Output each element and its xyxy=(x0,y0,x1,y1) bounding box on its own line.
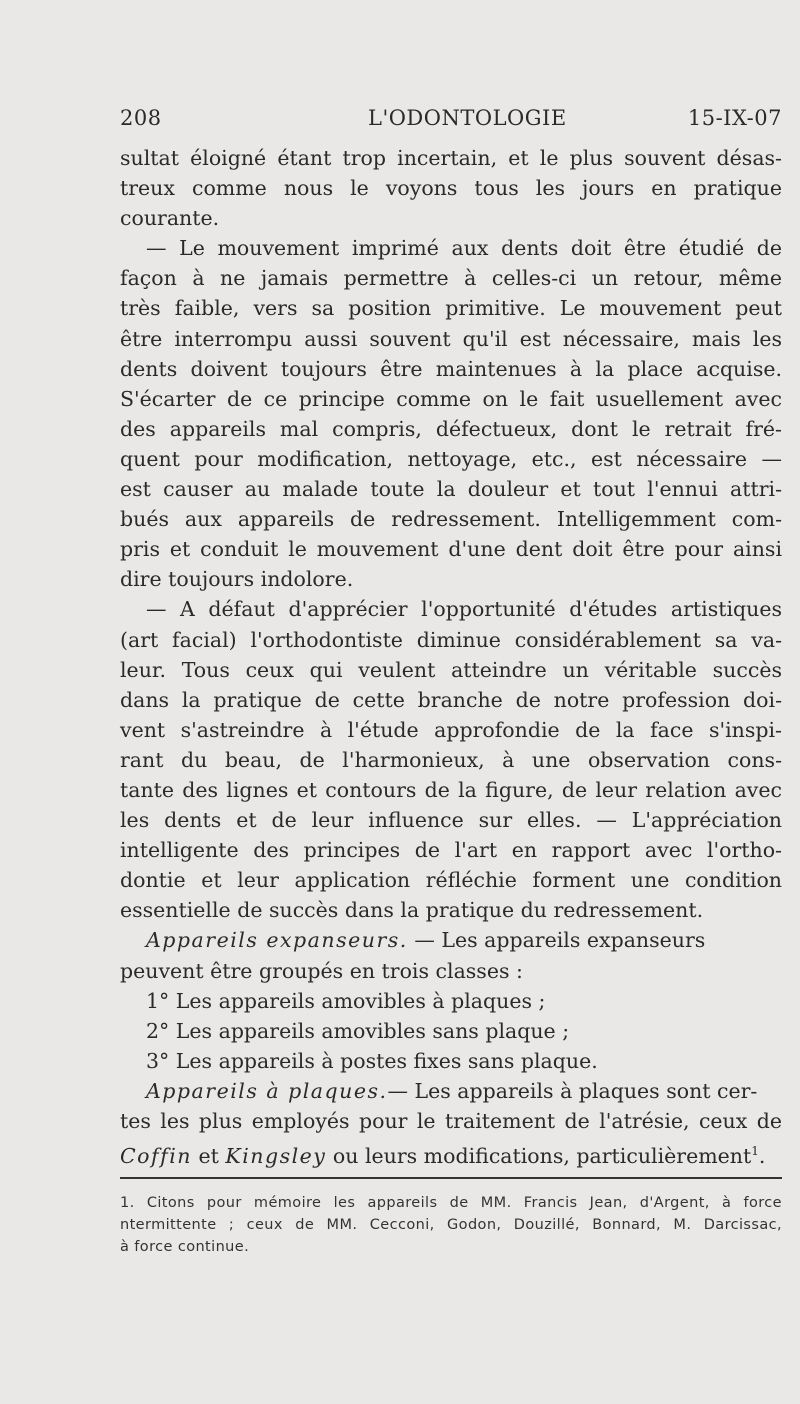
text-line: — Le mouvement imprimé aux dents doit être étudié de xyxy=(146,236,782,261)
text-line: pris et conduit le mouvement d'une dent doit être pour ainsi xyxy=(120,537,782,562)
text-line: être interrompu aussi souvent qu'il est nécessaire, mais les xyxy=(120,326,782,351)
section-heading: Appareils à plaques. xyxy=(146,1078,388,1103)
list-item: 3° Les appareils à postes fixes sans plaque. xyxy=(146,1048,598,1073)
text-line: tes les plus employés pour le traitement de l'atrésie, ceux de xyxy=(120,1109,782,1133)
text-line: leur. Tous ceux qui veulent atteindre un véritable succès xyxy=(120,657,782,682)
text-line: dontie et leur application réfléchie forment une condition xyxy=(120,868,782,893)
footnote-line: ntermittente ; ceux de MM. Cecconi, Godon, Douzillé, Bonnard, M. Darcissac, xyxy=(120,1217,782,1233)
footnote-line: 1. Citons pour mémoire les appareils de MM. Francis Jean, d'Argent, à force xyxy=(120,1195,782,1211)
body-text xyxy=(120,143,782,1171)
text-line xyxy=(120,1136,782,1171)
page-number: 208 xyxy=(120,106,162,130)
text-line: — A défaut d'apprécier l'opportunité d'études artistiques xyxy=(146,597,782,622)
text-line: sultat éloigné étant trop incertain, et le plus souvent désas- xyxy=(120,146,782,170)
text-line: tante des lignes et contours de la figure, de leur relation avec xyxy=(120,777,782,802)
text-line: peuvent être groupés en trois classes : xyxy=(120,958,523,983)
text-line: S'écarter de ce principe comme on le fait usuellement avec xyxy=(120,386,782,411)
text-fragment: — Les appareils à plaques sont cer- xyxy=(387,1078,758,1103)
text-line: treux comme nous le voyons tous les jours en pratique xyxy=(120,176,782,201)
text-line: dans la pratique de cette branche de notre profession doi- xyxy=(120,687,782,712)
text-fragment: et xyxy=(191,1143,226,1168)
text-line: vent s'astreindre à l'étude approfondie de la face s'inspi- xyxy=(120,717,782,742)
text-line: quent pour modification, nettoyage, etc., est nécessaire — xyxy=(120,446,782,471)
text-line: (art facial) l'orthodontiste diminue considérablement sa va- xyxy=(120,627,782,652)
footnote xyxy=(120,1192,782,1258)
section-heading-line xyxy=(120,1076,782,1106)
list-item: 1° Les appareils amovibles à plaques ; xyxy=(146,988,546,1013)
text-line: dents doivent toujours être maintenues à la place acquise. xyxy=(120,356,782,381)
text-fragment: ou leurs modifications, particulièrement xyxy=(326,1143,752,1168)
text-line: les dents et de leur influence sur elles. — L'appréciation xyxy=(120,808,782,833)
text-line: dire toujours indolore. xyxy=(120,567,354,592)
text-line: très faible, vers sa position primitive. Le mouvement peut xyxy=(120,296,782,321)
section-heading-line xyxy=(120,925,782,955)
text-line: courante. xyxy=(120,206,220,231)
footnote-reference[interactable]: 1 xyxy=(751,1144,759,1159)
list-item: 2° Les appareils amovibles sans plaque ; xyxy=(146,1018,570,1043)
text-fragment: . xyxy=(758,1143,766,1168)
issue-date: 15-IX-07 xyxy=(687,106,782,130)
text-line: est causer au malade toute la douleur et tout l'ennui attri- xyxy=(120,477,782,502)
text-line: bués aux appareils de redressement. Intelligemment com- xyxy=(120,507,782,532)
footnote-line: à force continue. xyxy=(120,1239,250,1255)
author-name: Kingsley xyxy=(225,1143,327,1168)
text-line: rant du beau, de l'harmonieux, à une observation cons- xyxy=(120,747,782,772)
text-line: intelligente des principes de l'art en rapport avec l'ortho- xyxy=(120,838,782,863)
author-name: Coffin xyxy=(120,1143,192,1168)
footnote-divider xyxy=(120,1177,782,1179)
section-heading: Appareils expanseurs. xyxy=(146,928,408,953)
text-line: façon à ne jamais permettre à celles-ci un retour, même xyxy=(120,266,782,291)
text-line: des appareils mal compris, défectueux, dont le retrait fré- xyxy=(120,416,782,441)
journal-title: L'ODONTOLOGIE xyxy=(368,106,567,130)
text-fragment: — Les appareils expanseurs xyxy=(407,928,706,953)
text-line: essentielle de succès dans la pratique du redressement. xyxy=(120,898,704,923)
